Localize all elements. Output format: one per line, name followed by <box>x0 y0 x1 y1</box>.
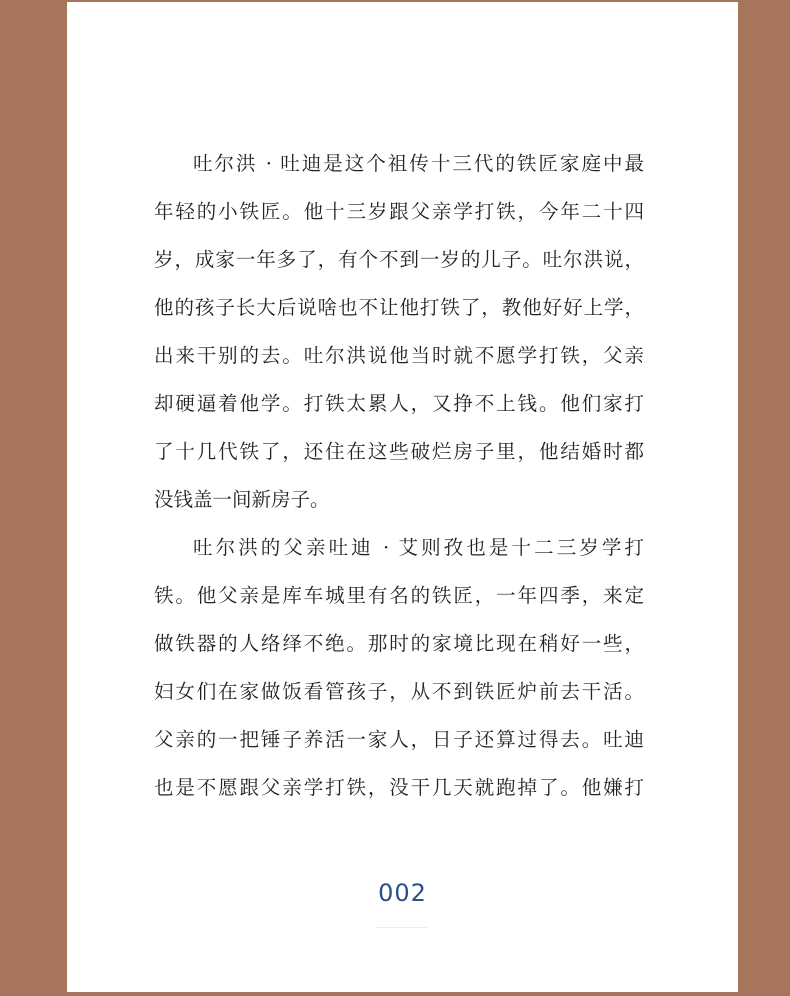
page-number: 002 <box>378 879 427 907</box>
text-line: 妇女们在家做饭看管孩子，从不到铁匠炉前去干活。 <box>154 680 644 703</box>
text-line: 年轻的小铁匠。他十三岁跟父亲学打铁，今年二十四 <box>154 200 644 223</box>
text-line: 岁，成家一年多了，有个不到一岁的儿子。吐尔洪说， <box>154 248 644 271</box>
text-line: 吐尔洪 · 吐迪是这个祖传十三代的铁匠家庭中最 <box>193 152 644 175</box>
text-line: 了十几代铁了，还住在这些破烂房子里，他结婚时都 <box>154 440 644 463</box>
paragraph-1 <box>154 140 644 524</box>
text-line: 出来干别的去。吐尔洪说他当时就不愿学打铁，父亲 <box>154 344 644 367</box>
text-line: 他的孩子长大后说啥也不让他打铁了，教他好好上学， <box>154 296 644 319</box>
text-line: 铁。他父亲是库车城里有名的铁匠，一年四季，来定 <box>154 584 644 607</box>
text-line: 父亲的一把锤子养活一家人，日子还算过得去。吐迪 <box>154 728 644 751</box>
text-line: 做铁器的人络绎不绝。那时的家境比现在稍好一些， <box>154 632 644 655</box>
body-text <box>154 140 644 812</box>
page-footer-ornament <box>377 927 427 930</box>
text-line: 也是不愿跟父亲学打铁，没干几天就跑掉了。他嫌打 <box>154 776 644 799</box>
text-line: 吐尔洪的父亲吐迪 · 艾则孜也是十二三岁学打 <box>193 536 644 559</box>
text-line: 却硬逼着他学。打铁太累人，又挣不上钱。他们家打 <box>154 392 644 415</box>
book-page <box>67 2 738 992</box>
paragraph-2 <box>154 524 644 812</box>
text-line: 没钱盖一间新房子。 <box>154 488 330 511</box>
